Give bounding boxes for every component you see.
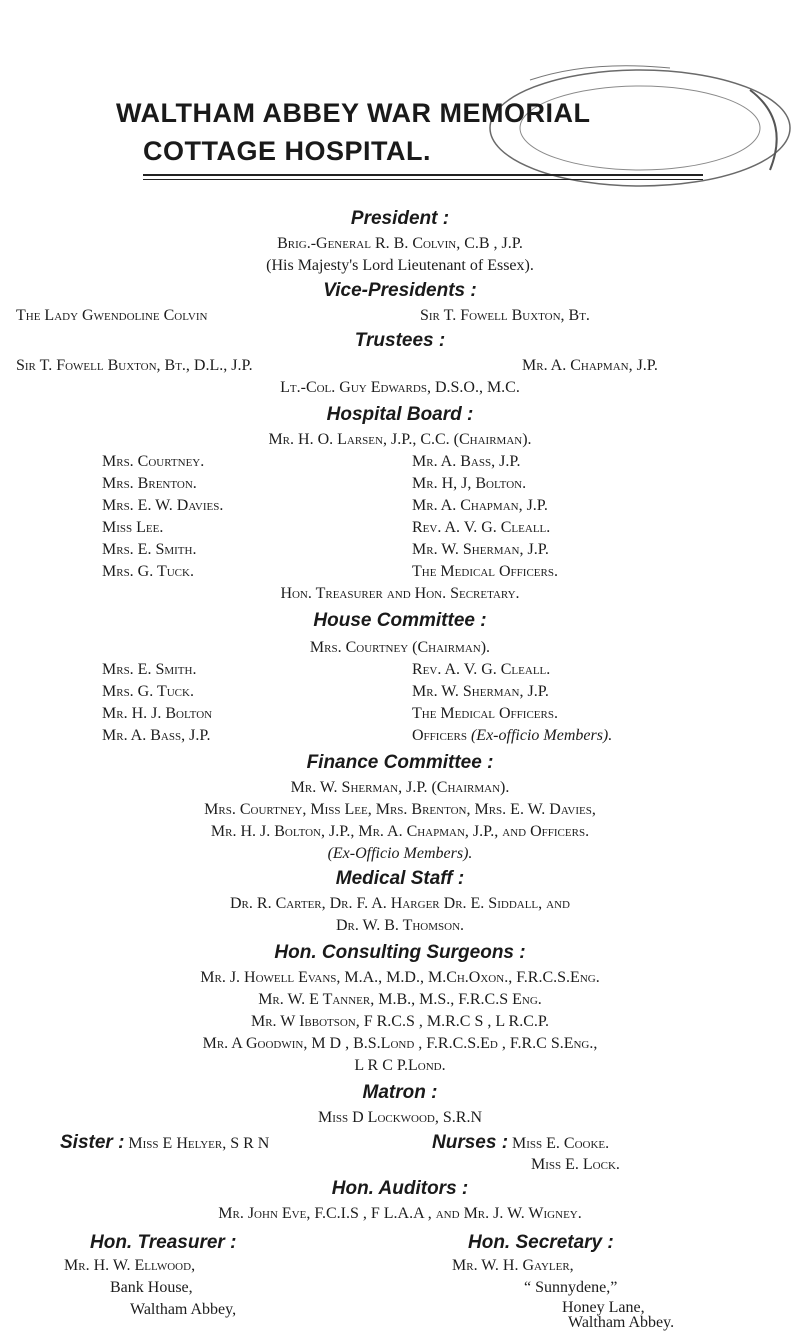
ex-officio-note: (Ex-officio Members). [470, 727, 613, 744]
ex-officio-prefix: Officers [412, 727, 467, 744]
vice-president-2: Sir T. Fowell Buxton, Bt. [420, 307, 590, 324]
board-member-right: Mr. W. Sherman, J.P. [412, 541, 549, 558]
treasurer-line: Waltham Abbey, [130, 1301, 237, 1318]
hospital-board-footer: Hon. Treasurer and Hon. Secretary. [280, 585, 520, 602]
board-member-right: Mr. A. Bass, J.P. [412, 453, 521, 470]
title-rule-thin [143, 179, 703, 180]
board-member-left: Mrs. Brenton. [102, 475, 197, 492]
trustee-1: Sir T. Fowell Buxton, Bt., D.L., J.P. [16, 357, 253, 374]
finance-committee-heading: Finance Committee : [306, 752, 494, 773]
sister-name: Miss E Helyer, S R N [128, 1135, 270, 1152]
vice-presidents-heading: Vice-Presidents : [323, 280, 477, 301]
house-member-right: The Medical Officers. [412, 705, 558, 722]
medical-staff-line-2: Dr. W. B. Thomson. [335, 917, 465, 934]
treasurer-heading: Hon. Treasurer : [90, 1232, 237, 1253]
board-member-left: Mrs. E. Smith. [102, 541, 197, 558]
auditors-line: Mr. John Eve, F.C.I.S , F L.A.A , and Mr. J. W. Wigney. [218, 1205, 582, 1222]
treasurer-line: Mr. H. W. Ellwood, [64, 1257, 196, 1274]
president-name: Brig.-General R. B. Colvin, C.B , J.P. [277, 235, 523, 252]
house-member-left: Mrs. G. Tuck. [102, 683, 194, 700]
surgeon-line: Mr. J. Howell Evans, M.A., M.D., M.Ch.Oxon., F.R.C.S.Eng. [200, 969, 600, 986]
trustee-3: Lt.-Col. Guy Edwards, D.S.O., M.C. [280, 379, 520, 396]
title-rule [143, 174, 703, 176]
title-line-1: WALTHAM ABBEY WAR MEMORIAL [116, 98, 591, 128]
medical-staff-heading: Medical Staff : [335, 868, 465, 889]
matron-heading: Matron : [362, 1082, 438, 1103]
house-member-left: Mrs. E. Smith. [102, 661, 197, 678]
finance-members-1: Mrs. Courtney, Miss Lee, Mrs. Brenton, Mrs. E. W. Davies, [204, 801, 596, 818]
house-committee-heading: House Committee : [313, 610, 487, 631]
president-heading: President : [350, 208, 450, 229]
nurse-name: Miss E. Lock. [531, 1156, 620, 1173]
finance-ex-officio: (Ex-Officio Members). [327, 845, 473, 862]
house-member-left: Mr. H. J. Bolton [102, 705, 213, 722]
consulting-surgeons-heading: Hon. Consulting Surgeons : [274, 942, 526, 963]
hospital-board-heading: Hospital Board : [326, 404, 474, 425]
board-member-left: Mrs. E. W. Davies. [102, 497, 224, 514]
board-member-left: Mrs. G. Tuck. [102, 563, 194, 580]
secretary-line: “ Sunnydene,” [524, 1279, 618, 1296]
board-member-right: The Medical Officers. [412, 563, 558, 580]
finance-members-2: Mr. H. J. Bolton, J.P., Mr. A. Chapman, J.P., and Officers. [210, 823, 590, 840]
sister-row [60, 1133, 269, 1154]
surgeon-line: Mr. W. E Tanner, M.B., M.S., F.R.C.S Eng. [258, 991, 542, 1008]
president-note: (His Majesty's Lord Lieutenant of Essex). [266, 257, 534, 274]
surgeon-line: Mr. W Ibbotson, F R.C.S , M.R.C S , L R.C.P. [250, 1013, 549, 1030]
secretary-line: Waltham Abbey. [568, 1314, 675, 1331]
board-member-right: Rev. A. V. G. Cleall. [412, 519, 551, 536]
surgeon-line: L R C P.Lond. [354, 1057, 446, 1074]
trustee-2: Mr. A. Chapman, J.P. [522, 357, 658, 374]
house-member-left: Mr. A. Bass, J.P. [102, 727, 211, 744]
finance-chairman: Mr. W. Sherman, J.P. (Chairman). [290, 779, 510, 796]
treasurer-line: Bank House, [110, 1279, 193, 1296]
secretary-line: Mr. W. H. Gayler, [452, 1257, 574, 1274]
matron-name: Miss D Lockwood, S.R.N [317, 1109, 483, 1126]
surgeon-line: Mr. A Goodwin, M D , B.S.Lond , F.R.C.S.Ed , F.R.C S.Eng., [202, 1035, 598, 1052]
secretary-line: Honey Lane, [562, 1299, 645, 1316]
vice-president-1: The Lady Gwendoline Colvin [16, 307, 208, 324]
nurse-name: Miss E. Cooke. [512, 1135, 610, 1152]
title-line-2: COTTAGE HOSPITAL. [143, 136, 431, 166]
trustees-heading: Trustees : [354, 330, 446, 351]
house-member-right: Mr. W. Sherman, J.P. [412, 683, 549, 700]
sister-heading: Sister : [60, 1132, 125, 1153]
board-member-right: Mr. H, J, Bolton. [412, 475, 527, 492]
medical-staff-line-1: Dr. R. Carter, Dr. F. A. Harger Dr. E. Siddall, and [230, 895, 570, 912]
board-member-right: Mr. A. Chapman, J.P. [412, 497, 548, 514]
house-member-right: Rev. A. V. G. Cleall. [412, 661, 551, 678]
nurses-heading: Nurses : [432, 1132, 509, 1153]
nurses-row [432, 1133, 609, 1154]
house-committee-chairman: Mrs. Courtney (Chairman). [309, 639, 491, 656]
secretary-heading: Hon. Secretary : [468, 1232, 614, 1253]
board-member-left: Mrs. Courtney. [102, 453, 205, 470]
hospital-board-chairman: Mr. H. O. Larsen, J.P., C.C. (Chairman). [268, 431, 532, 448]
house-member-right-ex-officio [412, 726, 612, 746]
auditors-heading: Hon. Auditors : [331, 1178, 469, 1199]
board-member-left: Miss Lee. [102, 519, 164, 536]
